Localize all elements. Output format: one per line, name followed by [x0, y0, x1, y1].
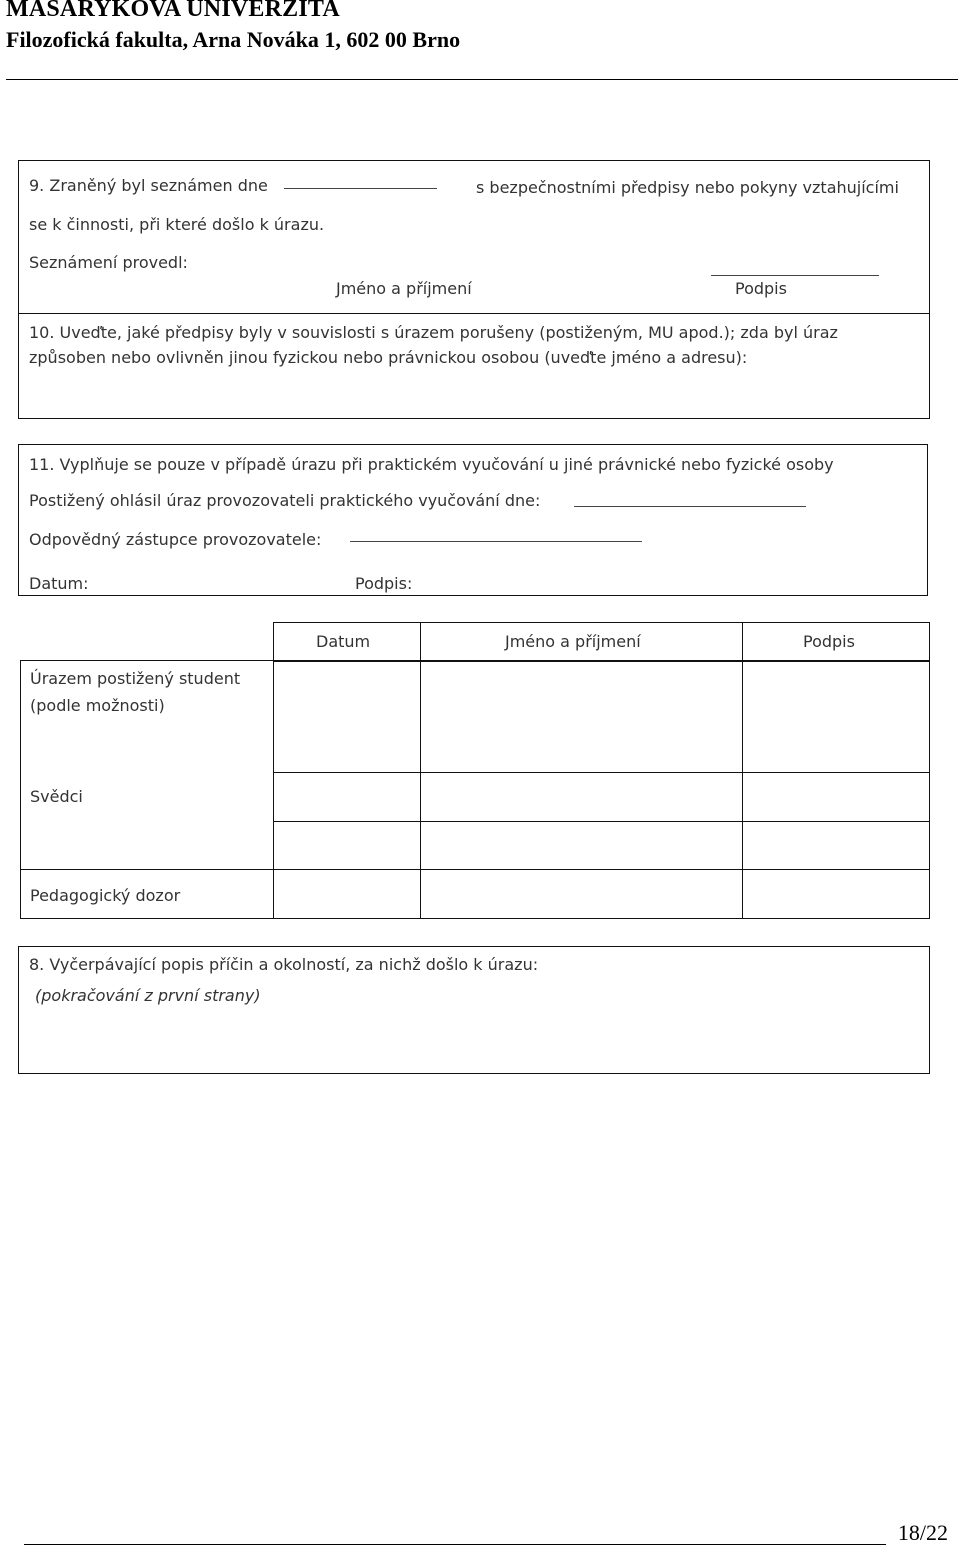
section-9-instructed-by: Seznámení provedl:	[29, 253, 188, 272]
section-8-line2: (pokračování z první strany)	[35, 986, 261, 1005]
section-11-reported: Postižený ohlásil úraz provozovateli praktického vyučování dne:	[29, 491, 541, 510]
table-header-name: Jméno a příjmení	[505, 632, 641, 651]
table-row-student-line2: (podle možnosti)	[30, 696, 165, 715]
table-row-divider-3	[20, 869, 930, 870]
table-col-divider-3	[742, 622, 743, 919]
section-11-date-label: Datum:	[29, 574, 89, 593]
section-9-date-field[interactable]	[284, 188, 437, 189]
table-col-divider-2	[420, 622, 421, 919]
section-9-line2: se k činnosti, při které došlo k úrazu.	[29, 215, 325, 234]
section-10-line1: 10. Uveďte, jaké předpisy byly v souvislosti s úrazem porušeny (postiženým, MU apod.); zda byl úraz	[29, 323, 838, 342]
table-row-witnesses: Svědci	[30, 787, 83, 806]
section-9-line1-start: 9. Zraněný byl seznámen dne	[29, 176, 268, 195]
section-8-line1: 8. Vyčerpávající popis příčin a okolností, za nichž došlo k úrazu:	[29, 955, 539, 974]
section-9-line1-end: s bezpečnostními předpisy nebo pokyny vztahujícími	[476, 178, 899, 197]
section-11-signature-label: Podpis:	[355, 574, 413, 593]
table-row-supervision: Pedagogický dozor	[30, 886, 181, 905]
table-col-divider-1	[273, 660, 274, 919]
section-9-signature-field[interactable]	[711, 275, 879, 276]
table-header-signature: Podpis	[803, 632, 855, 651]
faculty-address: Filozofická fakulta, Arna Nováka 1, 602 00 Brno	[6, 27, 461, 52]
header-divider	[6, 79, 958, 80]
page-number: 18/22	[897, 1520, 948, 1545]
section-11-representative: Odpovědný zástupce provozovatele:	[29, 530, 322, 549]
section-11-reported-date-field[interactable]	[574, 506, 806, 507]
section-11-title: 11. Vyplňuje se pouze v případě úrazu při praktickém vyučování u jiné právnické nebo fyzické osoby	[29, 455, 834, 474]
table-row-divider-1	[273, 772, 930, 773]
section-11-representative-field[interactable]	[350, 541, 642, 542]
university-name: MASARYKOVA UNIVERZITA	[6, 0, 340, 22]
table-row-divider-2	[273, 821, 930, 822]
table-row-student-line1: Úrazem postižený student	[30, 669, 241, 688]
section-9-signature-label: Podpis	[735, 279, 787, 298]
section-10-line2: způsoben nebo ovlivněn jinou fyzickou nebo právnickou osobou (uveďte jméno a adresu):	[29, 348, 748, 367]
footer-rule	[24, 1544, 886, 1545]
section-9-name-label: Jméno a příjmení	[336, 279, 472, 298]
table-header-date: Datum	[316, 632, 371, 651]
